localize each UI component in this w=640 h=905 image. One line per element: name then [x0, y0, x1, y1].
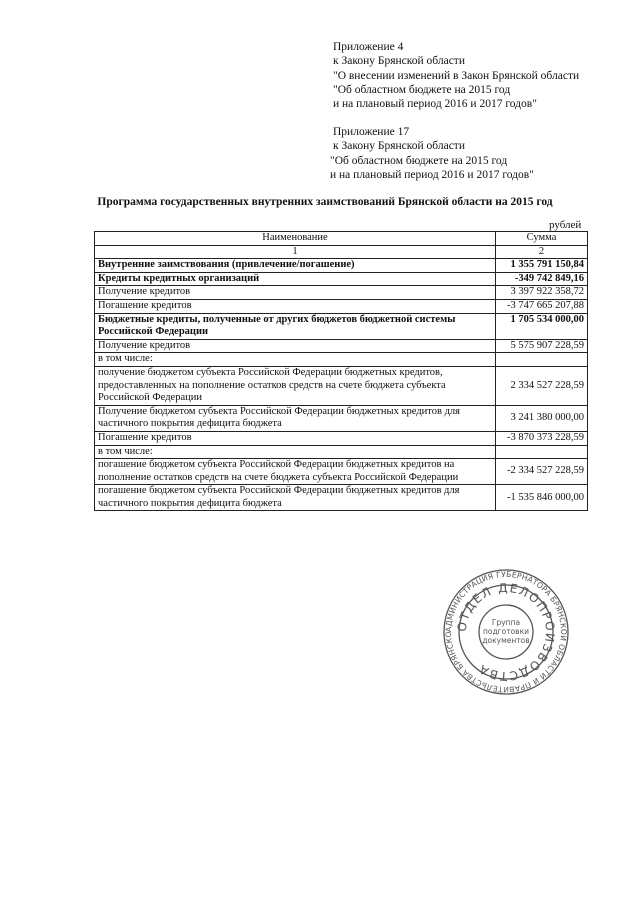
row-name: погашение бюджетом субъекта Российской Федерации бюджетных кредитов для частичного покрытия дефицита бюджета: [95, 485, 496, 511]
table-row: [95, 485, 588, 511]
office-stamp: [442, 568, 570, 696]
stamp-middle-text: ОТДЕЛ ДЕЛОПРОИЗВОДСТВА: [454, 580, 558, 684]
appendix-4-header: [333, 40, 579, 111]
row-amount: 1 355 791 150,84: [496, 259, 588, 273]
appendix-4-line5: и на плановый период 2016 и 2017 годов": [333, 98, 537, 111]
row-amount: 3 241 380 000,00: [496, 405, 588, 431]
column-number-2: 2: [496, 245, 588, 259]
stamp-center-line3: документов: [482, 636, 530, 645]
table-row: [95, 313, 588, 339]
row-name: Получение кредитов: [95, 339, 496, 353]
appendix-17-header: [330, 125, 534, 182]
appendix-4-line3: "О внесении изменений в Закон Брянской области: [333, 69, 580, 82]
table-row: [95, 366, 588, 405]
appendix-4-line2: к Закону Брянской области: [333, 55, 465, 68]
table-row: [95, 259, 588, 273]
row-name: Получение бюджетом субъекта Российской Федерации бюджетных кредитов для частичного покрытия дефицита бюджета: [95, 405, 496, 431]
stamp-center-line1: Группа: [491, 618, 521, 627]
row-amount: [496, 353, 588, 367]
row-amount: -2 334 527 228,59: [496, 459, 588, 485]
column-number-1: 1: [95, 245, 496, 259]
appendix-17-line4: и на плановый период 2016 и 2017 годов": [330, 168, 534, 181]
row-amount: 2 334 527 228,59: [496, 366, 588, 405]
row-name: в том числе:: [95, 445, 496, 459]
table-row: [95, 405, 588, 431]
row-amount: 3 397 922 358,72: [496, 286, 588, 300]
table-row: [95, 431, 588, 445]
row-name: Бюджетные кредиты, полученные от других бюджетов бюджетной системы Российской Федерации: [95, 313, 496, 339]
units-label: рублей: [549, 219, 582, 231]
row-name: Погашение кредитов: [95, 299, 496, 313]
table-row: [95, 353, 588, 367]
row-name: Внутренние заимствования (привлечение/погашение): [95, 259, 496, 273]
row-name: Получение кредитов: [95, 286, 496, 300]
table-row: [95, 272, 588, 286]
table-number-row: [95, 245, 588, 259]
appendix-17-line2: к Закону Брянской области: [333, 140, 465, 153]
stamp-outer-text: АДМИНИСТРАЦИЯ ГУБЕРНАТОРА БРЯНСКОЙ ОБЛАСТИ И ПРАВИТЕЛЬСТВА БРЯНСКО: [443, 569, 569, 695]
row-name: в том числе:: [95, 353, 496, 367]
borrowing-table: [94, 231, 588, 511]
stamp-center-line2: подготовки: [483, 627, 529, 636]
row-amount: -1 535 846 000,00: [496, 485, 588, 511]
header-name: Наименование: [95, 232, 496, 246]
appendix-17-line3: "Об областном бюджете на 2015 год: [330, 154, 508, 167]
table-row: [95, 459, 588, 485]
row-name: получение бюджетом субъекта Российской Федерации бюджетных кредитов, предоставленных на пополнение остатков средств на счете бюджета субъекта Российской Федерации: [95, 366, 496, 405]
header-amount: Сумма: [496, 232, 588, 246]
appendix-4-line4: "Об областном бюджете на 2015 год: [333, 83, 511, 96]
appendix-17-line1: Приложение 17: [333, 126, 410, 138]
row-name: погашение бюджетом субъекта Российской Федерации бюджетных кредитов на пополнение остатков средств на счете бюджета субъекта Российской Федерации: [95, 459, 496, 485]
row-amount: -3 870 373 228,59: [496, 431, 588, 445]
row-amount: -349 742 849,16: [496, 272, 588, 286]
row-name: Погашение кредитов: [95, 431, 496, 445]
row-amount: -3 747 665 207,88: [496, 299, 588, 313]
row-name: Кредиты кредитных организаций: [95, 272, 496, 286]
table-row: [95, 286, 588, 300]
table-row: [95, 445, 588, 459]
row-amount: 1 705 534 000,00: [496, 313, 588, 339]
document-title: Программа государственных внутренних заимствований Брянской области на 2015 год: [97, 196, 553, 208]
table-row: [95, 339, 588, 353]
row-amount: 5 575 907 228,59: [496, 339, 588, 353]
appendix-4-line1: Приложение 4: [333, 41, 404, 53]
table-header-row: [95, 232, 588, 246]
table-row: [95, 299, 588, 313]
row-amount: [496, 445, 588, 459]
